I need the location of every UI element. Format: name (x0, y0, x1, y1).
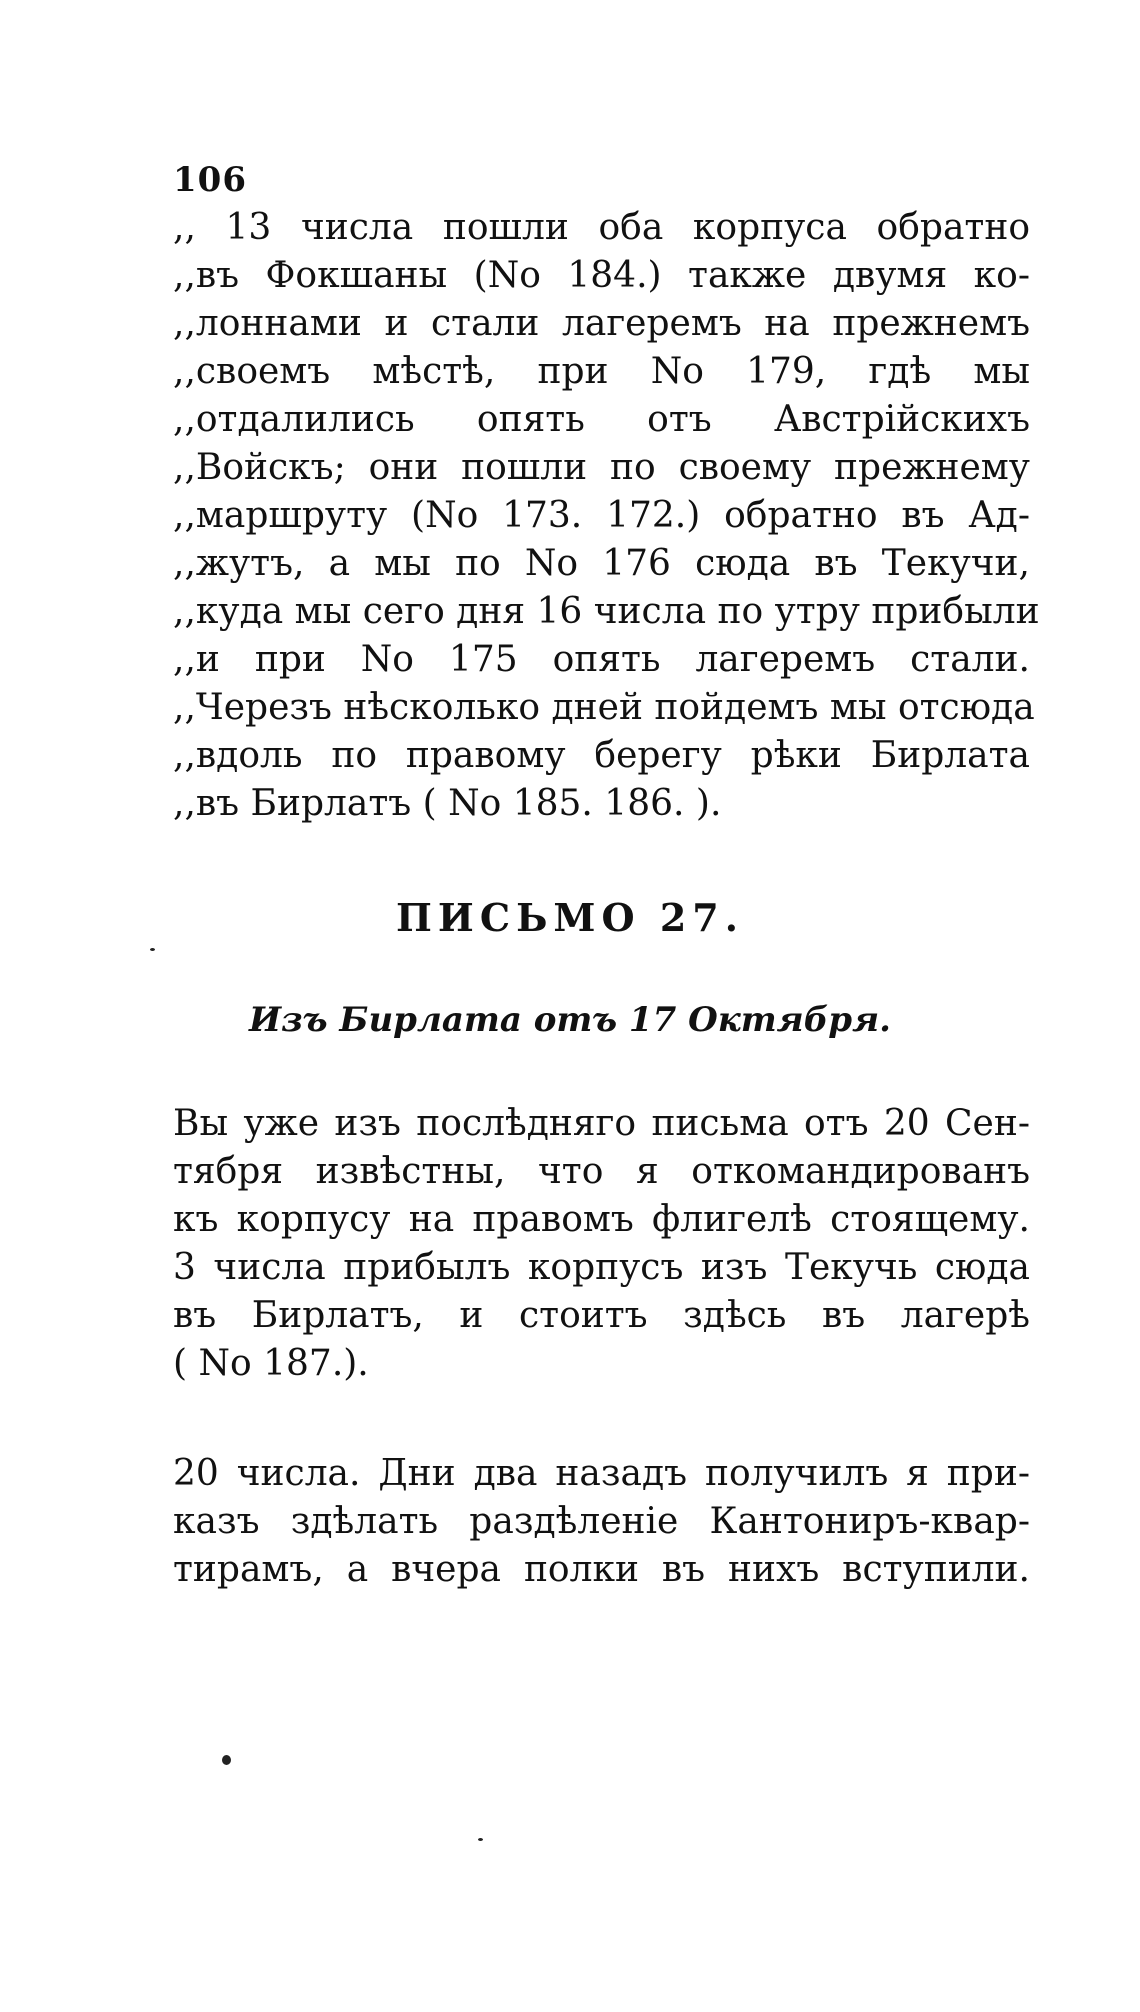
text-line: ,,жутъ, а мы по No 176 сюда въ Текучи, (173, 543, 1030, 584)
text-line: ,,въ Фокшаны (No 184.) также двумя ко- (173, 255, 1030, 296)
ink-speck (478, 1838, 483, 1841)
page-number: 106 (173, 160, 247, 200)
text-line: къ корпусу на правомъ флигелѣ стоящему. (173, 1199, 1030, 1240)
text-line: ,,Черезъ нѣсколько дней пойдемъ мы отсюда (173, 687, 1035, 728)
text-line: ,, 13 числа пошли оба корпуса обратно (173, 207, 1030, 248)
text-line: ,,отдалились опять отъ Австрiйскихъ (173, 399, 1030, 440)
text-line: 3 числа прибылъ корпусъ изъ Текучь сюда (173, 1247, 1030, 1288)
text-line: тирамъ, а вчера полки въ нихъ вступили. (173, 1549, 1030, 1590)
ink-speck (150, 948, 155, 951)
text-line: ,,маршруту (No 173. 172.) обратно въ Ад- (173, 495, 1030, 536)
text-line: ,,куда мы сего дня 16 числа по утру прибыли (173, 591, 1040, 632)
text-line: ,,Войскъ; они пошли по своему прежнему (173, 447, 1030, 488)
text-line: ,,и при No 175 опять лагеремъ стали. (173, 639, 1030, 680)
text-line: тября извѣстны, что я откомандированъ (173, 1151, 1030, 1192)
text-line: ,,лоннами и стали лагеремъ на прежнемъ (173, 303, 1030, 344)
text-line: Вы уже изъ послѣдняго письма отъ 20 Сен- (173, 1103, 1030, 1144)
text-line: ( No 187.). (173, 1343, 369, 1384)
text-line: въ Бирлатъ, и стоитъ здѣсь въ лагерѣ (173, 1295, 1030, 1336)
text-line: 20 числа. Дни два назадъ получилъ я при- (173, 1453, 1030, 1494)
text-line: казъ здѣлать раздѣленiе Кантониръ-квар- (173, 1501, 1030, 1542)
letter-subtitle: Изъ Бирлата отъ 17 Октября. (249, 1000, 891, 1040)
text-line: ,,въ Бирлатъ ( No 185. 186. ). (173, 783, 722, 824)
text-line: ,,вдоль по правому берегу рѣки Бирлата (173, 735, 1030, 776)
letter-title: ПИСЬМО 27. (396, 895, 744, 940)
text-line: ,,своемъ мѣстѣ, при No 179, гдѣ мы (173, 351, 1030, 392)
ink-speck (222, 1755, 231, 1765)
